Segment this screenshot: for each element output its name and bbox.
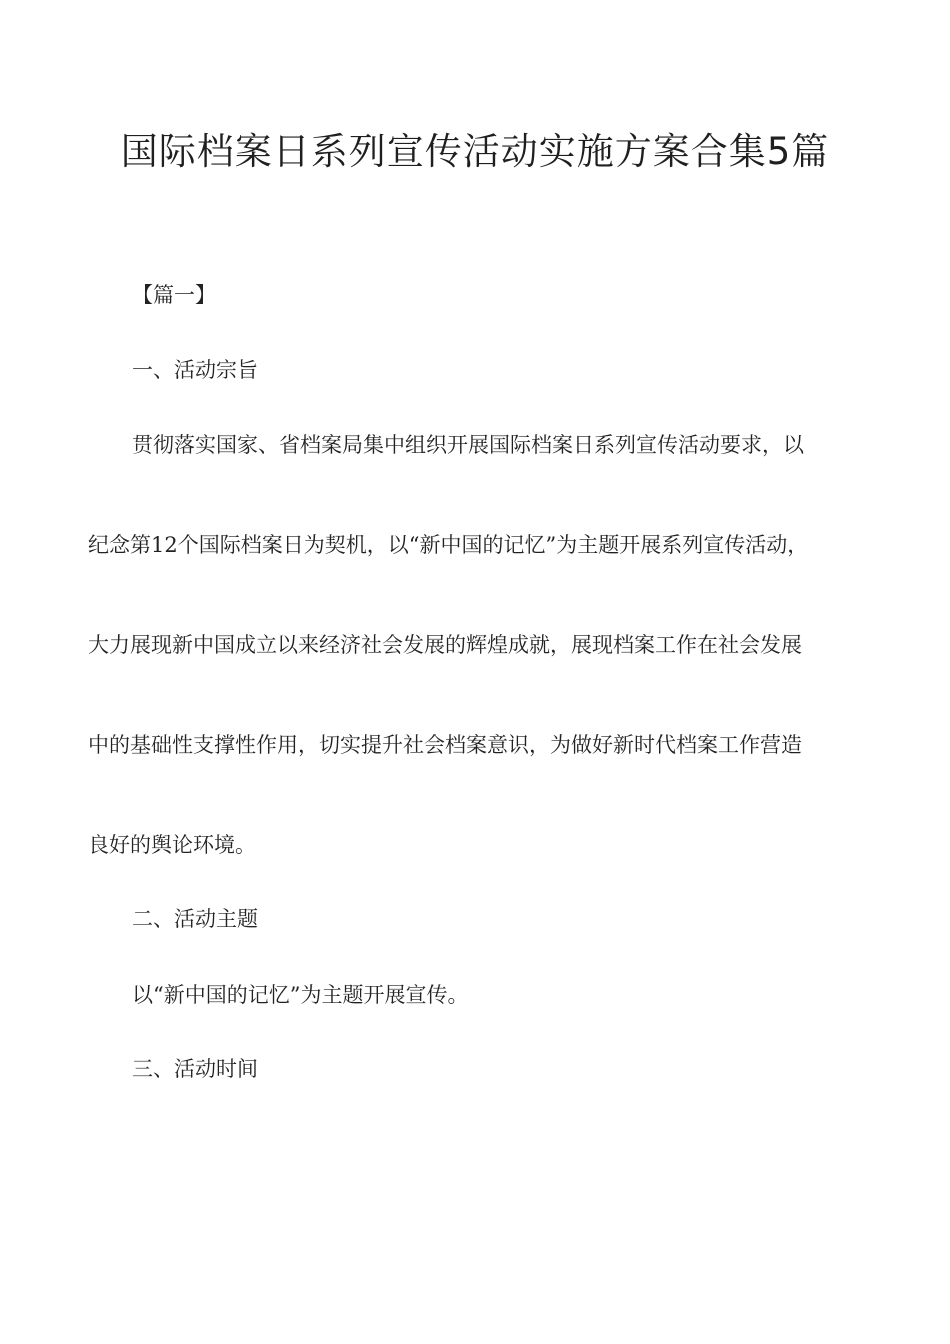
paragraph-line: 中的基础性支撑性作用，切实提升社会档案意识，为做好新时代档案工作营造 [88, 733, 802, 757]
document-title: 国际档案日系列宣传活动实施方案合集5篇 [120, 130, 830, 173]
heading-purpose: 一、活动宗旨 [132, 358, 258, 382]
paragraph-line: 良好的舆论环境。 [88, 833, 256, 857]
heading-theme: 二、活动主题 [132, 907, 258, 931]
paragraph-line: 贯彻落实国家、省档案局集中组织开展国际档案日系列宣传活动要求，以 [132, 433, 804, 457]
paragraph-line: 大力展现新中国成立以来经济社会发展的辉煌成就，展现档案工作在社会发展 [88, 633, 802, 657]
section-marker: 【篇一】 [132, 283, 216, 307]
paragraph-line: 纪念第12个国际档案日为契机，以“新中国的记忆”为主题开展系列宣传活动， [88, 533, 809, 557]
heading-time: 三、活动时间 [132, 1057, 258, 1081]
paragraph-theme: 以“新中国的记忆”为主题开展宣传。 [132, 983, 469, 1007]
